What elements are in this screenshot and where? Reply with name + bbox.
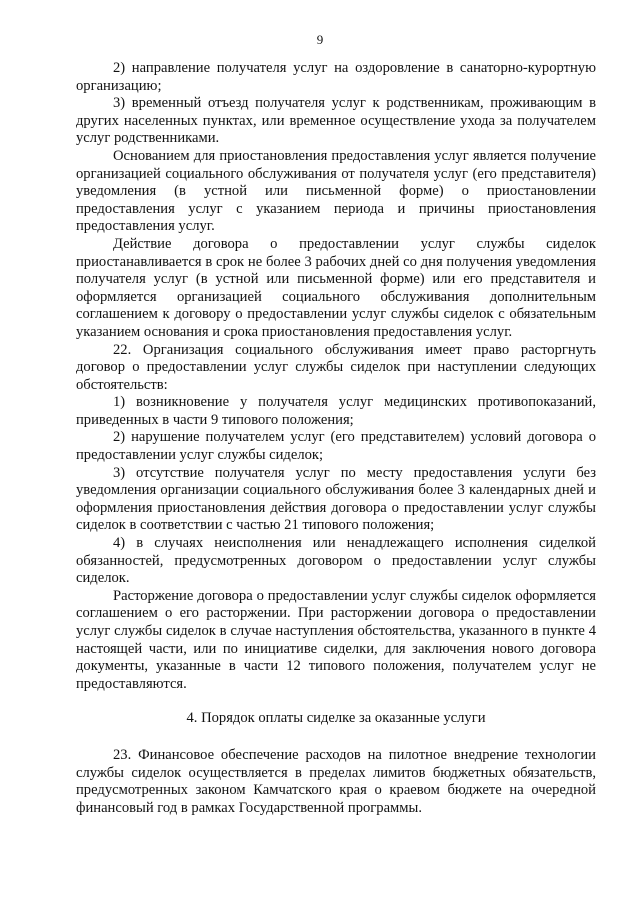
paragraph-22-termination-right: 22. Организация социального обслуживания имеет право расторгнуть договор о предоставлении услуг службы сиделок при наступлении следующих обстоятельств: bbox=[76, 341, 596, 393]
paragraph-termination-item-2: 2) нарушение получателем услуг (его представителем) условий договора о предоставлении услуг службы сиделок; bbox=[76, 429, 596, 464]
paragraph-item-2-sanatorium: 2) направление получателя услуг на оздоровление в санаторно-курортную организацию; bbox=[76, 60, 596, 94]
paragraph-23-financing: 23. Финансовое обеспечение расходов на пилотное внедрение технологии службы сиделок осуществляется в пределах лимитов бюджетных обязательств, предусмотренных законом Камчатского края о краевом бюджете на очередной финансовый год в рамках Государственной программы. bbox=[76, 746, 596, 816]
paragraph-termination-formalization: Расторжение договора о предоставлении услуг службы сиделок оформляется соглашением о его расторжении. При расторжении договора о предоставлении услуг службы сиделок в случае наступления обстоятельства, указанного в пункте 4 настоящей части, или по инициативе сиделки, для заключения нового договора документы, указанные в части 12 типового положения, получателем услуг не предоставляются. bbox=[76, 587, 596, 692]
page-number: 9 bbox=[316, 32, 324, 47]
paragraph-suspension-basis: Основанием для приостановления предоставления услуг является получение организацией социального обслуживания от получателя услуг (его представителя) уведомления (в устной или письменной форме) о приостановлении предоставления услуг с указанием периода и причины приостановления предоставления услуг. bbox=[76, 147, 596, 235]
paragraph-termination-item-1: 1) возникновение у получателя услуг медицинских противопоказаний, приведенных в части 9 типового положения; bbox=[76, 394, 596, 428]
paragraph-item-3-relatives: 3) временный отъезд получателя услуг к родственникам, проживающим в других населенных пунктах, или временное осуществление ухода за получателем услуг родственниками. bbox=[76, 95, 596, 147]
document-body bbox=[76, 60, 596, 817]
paragraph-contract-suspension: Действие договора о предоставлении услуг службы сиделок приостанавливается в срок не более 3 рабочих дней со дня получения уведомления получателя услуг (в устной или письменной форме) или его представителя и оформляется организацией социального обслуживания дополнительным соглашением к договору о предоставлении услуг службы сиделок с обязательным указанием основания и срока приостановления предоставления услуг. bbox=[76, 235, 596, 340]
paragraph-termination-item-3: 3) отсутствие получателя услуг по месту предоставления услуги без уведомления организации социального обслуживания более 3 календарных дней и оформления приостановления действия договора о предоставлении услуг службы сиделок в соответствии с частью 21 типового положения; bbox=[76, 464, 596, 534]
section-heading: 4. Порядок оплаты сиделке за оказанные услуги bbox=[186, 710, 486, 727]
paragraph-termination-item-4: 4) в случаях неисполнения или ненадлежащего исполнения сиделкой обязанностей, предусмотренных договором о предоставлении услуг службы сиделок. bbox=[76, 535, 596, 587]
